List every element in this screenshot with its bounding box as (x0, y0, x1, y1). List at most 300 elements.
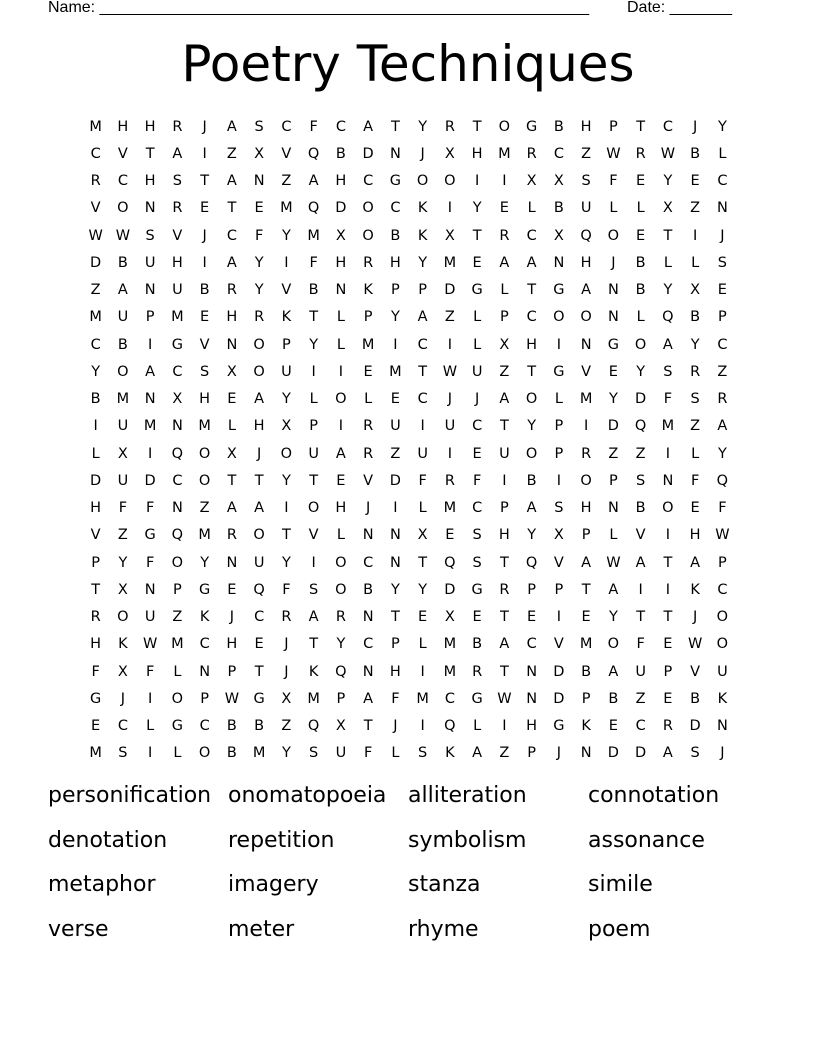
grid-letter: M (171, 636, 184, 653)
grid-letter: T (390, 118, 400, 135)
grid-letter: R (172, 200, 183, 217)
grid-letter: H (90, 636, 102, 653)
grid-row (82, 113, 742, 140)
grid-letter: N (144, 200, 156, 217)
grid-letter: D (635, 391, 647, 408)
grid-row (82, 522, 742, 549)
grid-letter: T (418, 554, 428, 571)
grid-letter: X (553, 227, 564, 244)
grid-letter: R (281, 609, 292, 626)
grid-letter: F (309, 118, 318, 135)
grid-letter: Z (635, 690, 646, 707)
grid-letter: J (720, 745, 725, 762)
grid-letter: C (662, 118, 673, 135)
grid-letter: N (389, 145, 401, 162)
grid-letter: E (663, 690, 673, 707)
grid-letter: I (202, 145, 207, 162)
grid-letter: W (606, 554, 621, 571)
grid-letter: P (554, 445, 564, 462)
letter-grid (82, 113, 742, 767)
grid-letter: N (335, 282, 347, 299)
grid-letter: P (581, 690, 591, 707)
grid-letter: O (171, 690, 184, 707)
grid-letter: Y (636, 363, 646, 380)
grid-letter: I (556, 336, 562, 353)
grid-letter: E (472, 254, 482, 271)
grid-letter: K (717, 690, 728, 707)
grid-letter: D (90, 254, 102, 271)
grid-letter: E (254, 200, 264, 217)
grid-letter: C (472, 500, 483, 517)
grid-letter: H (389, 663, 401, 680)
grid-letter: X (662, 200, 673, 217)
grid-letter: J (256, 445, 262, 462)
grid-letter: C (281, 118, 292, 135)
word-bank-item: repetition (228, 827, 335, 853)
grid-letter: Y (281, 554, 291, 571)
grid-letter: U (281, 363, 292, 380)
grid-letter: S (636, 472, 646, 489)
grid-letter: L (336, 527, 345, 544)
grid-letter: M (198, 418, 211, 435)
grid-letter: B (254, 718, 265, 735)
grid-letter: C (717, 581, 728, 598)
grid-letter: G (607, 336, 619, 353)
name-field-label: Name: _______________________________________________________ (48, 0, 589, 16)
grid-letter: W (606, 145, 621, 162)
grid-letter: N (226, 336, 238, 353)
grid-letter: A (526, 254, 537, 271)
grid-letter: M (579, 391, 593, 408)
grid-letter: O (117, 200, 129, 217)
grid-letter: O (253, 336, 265, 353)
grid-letter: L (391, 745, 400, 762)
grid-letter: I (447, 200, 453, 217)
grid-letter: A (226, 254, 237, 271)
grid-letter: I (420, 418, 425, 435)
grid-letter: J (720, 227, 725, 244)
grid-letter: H (226, 309, 238, 326)
grid-letter: L (609, 200, 618, 217)
grid-letter: Q (171, 527, 184, 544)
grid-letter: Q (335, 663, 347, 680)
grid-letter: Y (281, 472, 291, 489)
grid-letter: S (200, 363, 210, 380)
grid-letter: X (444, 227, 455, 244)
grid-letter: U (635, 663, 646, 680)
grid-letter: I (502, 472, 507, 489)
grid-letter: Y (663, 282, 673, 299)
grid-letter: E (717, 282, 727, 299)
grid-letter: E (608, 363, 618, 380)
grid-letter: I (502, 173, 507, 190)
grid-letter: E (527, 609, 537, 626)
grid-letter: K (417, 227, 428, 244)
grid-letter: W (88, 227, 103, 244)
grid-letter: E (472, 609, 482, 626)
grid-letter: Y (608, 609, 618, 626)
grid-letter: I (692, 227, 698, 244)
grid-letter: L (636, 200, 645, 217)
grid-letter: L (636, 309, 645, 326)
grid-letter: A (172, 145, 183, 162)
grid-letter: D (689, 718, 701, 735)
word-bank-item: symbolism (408, 827, 527, 853)
grid-letter: P (391, 636, 400, 653)
grid-letter: P (145, 309, 155, 326)
grid-letter: J (284, 663, 289, 680)
grid-letter: J (202, 227, 207, 244)
grid-letter: O (580, 472, 592, 489)
grid-letter: O (362, 200, 374, 217)
grid-letter: E (418, 609, 428, 626)
grid-letter: L (173, 745, 182, 762)
grid-letter: F (145, 663, 155, 680)
grid-letter: F (145, 554, 155, 571)
grid-letter: H (526, 718, 538, 735)
grid-letter: A (226, 118, 237, 135)
grid-letter: X (117, 445, 128, 462)
grid-row (82, 168, 742, 195)
grid-letter: P (609, 472, 618, 489)
grid-letter: Q (253, 581, 265, 598)
grid-letter: B (581, 663, 592, 680)
grid-letter: H (498, 527, 510, 544)
grid-letter: I (393, 500, 398, 517)
grid-letter: X (335, 227, 346, 244)
grid-row (82, 631, 742, 658)
grid-letter: B (690, 145, 701, 162)
grid-letter: P (418, 282, 427, 299)
grid-letter: M (307, 227, 320, 244)
grid-letter: N (362, 609, 374, 626)
grid-letter: G (471, 581, 483, 598)
word-bank-item: assonance (588, 827, 705, 853)
grid-letter: T (472, 118, 482, 135)
grid-letter: V (690, 663, 701, 680)
grid-letter: G (553, 282, 565, 299)
grid-letter: E (663, 636, 673, 653)
grid-letter: J (120, 690, 126, 707)
grid-letter: R (444, 118, 455, 135)
grid-letter: O (716, 609, 729, 626)
grid-letter: X (553, 527, 564, 544)
grid-letter: L (691, 445, 700, 462)
grid-letter: X (226, 445, 237, 462)
grid-letter: X (444, 609, 455, 626)
grid-letter: T (390, 609, 400, 626)
grid-letter: J (229, 609, 235, 626)
grid-letter: A (363, 690, 374, 707)
grid-letter: I (147, 445, 153, 462)
grid-letter: W (442, 363, 458, 380)
grid-letter: X (553, 173, 564, 190)
grid-letter: C (363, 636, 374, 653)
grid-letter: Y (527, 418, 537, 435)
grid-letter: S (145, 227, 155, 244)
grid-letter: J (284, 636, 289, 653)
grid-letter: P (500, 500, 509, 517)
grid-letter: X (526, 173, 537, 190)
grid-letter: I (147, 745, 153, 762)
grid-letter: P (363, 309, 373, 326)
grid-letter: F (254, 227, 264, 244)
grid-letter: Y (254, 282, 264, 299)
grid-letter: Q (171, 445, 184, 462)
grid-letter: I (147, 336, 153, 353)
grid-letter: F (309, 254, 318, 271)
grid-letter: Y (309, 336, 319, 353)
grid-letter: I (638, 581, 643, 598)
grid-letter: V (553, 636, 564, 653)
grid-letter: B (690, 309, 701, 326)
grid-letter: X (417, 527, 428, 544)
grid-letter: X (254, 145, 265, 162)
grid-letter: T (499, 418, 509, 435)
grid-letter: V (281, 145, 292, 162)
grid-letter: T (145, 145, 155, 162)
grid-letter: Q (444, 718, 456, 735)
grid-letter: Q (662, 309, 674, 326)
grid-letter: L (554, 391, 563, 408)
grid-letter: Y (717, 118, 727, 135)
grid-letter: B (90, 391, 101, 408)
grid-letter: I (338, 418, 344, 435)
grid-row (82, 549, 742, 576)
grid-letter: Q (444, 554, 456, 571)
grid-letter: A (662, 336, 673, 353)
grid-letter: O (525, 391, 538, 408)
grid-letter: C (553, 145, 564, 162)
word-bank-item: stanza (408, 872, 481, 897)
grid-letter: D (553, 690, 565, 707)
grid-letter: Q (580, 227, 592, 244)
grid-letter: N (553, 254, 565, 271)
grid-letter: J (692, 609, 698, 626)
grid-letter: O (580, 309, 592, 326)
grid-letter: E (608, 718, 618, 735)
grid-row (82, 331, 742, 358)
grid-letter: W (142, 636, 158, 653)
grid-letter: K (281, 309, 292, 326)
grid-letter: P (718, 554, 727, 571)
grid-letter: K (118, 636, 128, 653)
grid-letter: L (309, 391, 318, 408)
grid-letter: S (118, 745, 128, 762)
grid-letter: M (307, 690, 320, 707)
grid-letter: R (90, 609, 101, 626)
grid-letter: T (227, 472, 237, 489)
grid-letter: I (665, 445, 671, 462)
grid-row (82, 277, 742, 304)
grid-letter: Y (527, 527, 537, 544)
grid-letter: N (662, 472, 674, 489)
grid-letter: E (227, 391, 237, 408)
grid-letter: F (636, 636, 645, 653)
grid-letter: N (362, 527, 374, 544)
grid-letter: Z (499, 363, 510, 380)
grid-letter: Z (581, 145, 592, 162)
grid-letter: W (660, 145, 676, 162)
grid-letter: A (581, 282, 592, 299)
grid-letter: Z (281, 173, 292, 190)
grid-letter: C (172, 363, 183, 380)
word-bank-item: metaphor (48, 872, 156, 897)
grid-letter: U (580, 200, 592, 217)
grid-letter: B (308, 282, 319, 299)
grid-letter: L (418, 500, 427, 517)
grid-letter: T (581, 581, 591, 598)
grid-letter: N (580, 745, 592, 762)
grid-row (82, 576, 742, 603)
grid-letter: V (581, 363, 592, 380)
grid-letter: U (172, 282, 183, 299)
grid-letter: A (363, 118, 374, 135)
grid-letter: A (145, 363, 156, 380)
grid-letter: P (554, 581, 564, 598)
grid-letter: P (227, 663, 237, 680)
grid-letter: T (227, 200, 237, 217)
grid-letter: G (171, 718, 183, 735)
grid-letter: S (663, 363, 673, 380)
grid-letter: O (444, 173, 456, 190)
grid-letter: A (226, 500, 237, 517)
grid-letter: C (199, 636, 210, 653)
grid-letter: I (502, 718, 507, 735)
grid-letter: C (172, 472, 183, 489)
grid-letter: F (718, 500, 727, 517)
grid-letter: B (553, 118, 564, 135)
grid-letter: G (553, 363, 565, 380)
grid-letter: U (499, 445, 510, 462)
grid-letter: L (91, 445, 100, 462)
grid-letter: M (416, 690, 429, 707)
grid-letter: V (281, 282, 292, 299)
grid-letter: O (335, 391, 347, 408)
grid-letter: G (253, 690, 265, 707)
grid-letter: C (717, 336, 728, 353)
grid-row (82, 413, 742, 440)
word-bank-item: simile (588, 872, 653, 897)
grid-row (82, 140, 742, 167)
grid-letter: O (662, 500, 674, 517)
grid-letter: J (611, 254, 616, 271)
grid-letter: X (444, 145, 455, 162)
grid-letter: B (226, 718, 237, 735)
grid-letter: Y (281, 745, 291, 762)
grid-letter: C (363, 173, 374, 190)
grid-letter: F (609, 173, 618, 190)
grid-letter: A (499, 391, 510, 408)
grid-letter: N (362, 663, 374, 680)
grid-letter: H (144, 173, 156, 190)
grid-letter: E (636, 227, 646, 244)
grid-letter: M (198, 527, 211, 544)
grid-letter: S (309, 581, 319, 598)
grid-letter: X (117, 663, 128, 680)
grid-letter: H (689, 527, 701, 544)
grid-row (82, 440, 742, 467)
grid-letter: E (581, 609, 591, 626)
grid-letter: T (363, 718, 373, 735)
grid-letter: P (663, 663, 673, 680)
grid-letter: N (716, 200, 728, 217)
grid-letter: S (254, 118, 264, 135)
grid-letter: O (198, 745, 211, 762)
grid-letter: I (665, 527, 671, 544)
grid-letter: T (663, 227, 673, 244)
word-bank-item: poem (588, 916, 651, 942)
grid-letter: P (336, 690, 346, 707)
grid-letter: Y (608, 391, 618, 408)
grid-letter: O (416, 173, 429, 190)
grid-letter: S (554, 500, 564, 517)
grid-letter: C (526, 636, 537, 653)
grid-letter: E (690, 173, 700, 190)
grid-letter: R (363, 254, 374, 271)
grid-letter: R (335, 609, 346, 626)
grid-letter: J (202, 118, 207, 135)
grid-letter: E (200, 200, 210, 217)
grid-letter: Y (418, 118, 428, 135)
grid-letter: H (117, 118, 129, 135)
grid-letter: L (473, 309, 482, 326)
grid-letter: A (499, 254, 510, 271)
grid-letter: P (527, 745, 536, 762)
grid-letter: I (338, 363, 344, 380)
grid-letter: M (443, 663, 457, 680)
grid-letter: W (224, 690, 240, 707)
grid-letter: T (309, 636, 319, 653)
grid-letter: N (199, 663, 211, 680)
grid-letter: U (444, 418, 456, 435)
grid-letter: Z (499, 745, 510, 762)
grid-letter: C (526, 309, 537, 326)
grid-letter: L (227, 418, 236, 435)
grid-letter: A (635, 554, 646, 571)
grid-letter: H (580, 118, 592, 135)
grid-letter: M (252, 745, 266, 762)
grid-letter: Z (635, 445, 646, 462)
grid-letter: C (526, 227, 537, 244)
grid-letter: N (716, 718, 728, 735)
grid-letter: A (608, 581, 619, 598)
grid-letter: P (500, 309, 509, 326)
grid-letter: R (635, 145, 646, 162)
word-bank (48, 778, 768, 956)
grid-letter: H (389, 254, 401, 271)
grid-letter: S (717, 254, 727, 271)
grid-letter: S (581, 173, 591, 190)
grid-letter: U (335, 745, 347, 762)
grid-letter: Q (307, 200, 320, 217)
grid-letter: G (90, 690, 102, 707)
grid-letter: L (473, 336, 482, 353)
grid-letter: F (418, 472, 427, 489)
grid-letter: B (608, 690, 619, 707)
grid-letter: E (200, 309, 210, 326)
grid-letter: U (117, 472, 129, 489)
grid-letter: Z (717, 363, 728, 380)
grid-letter: K (308, 663, 319, 680)
grid-letter: D (553, 663, 565, 680)
grid-letter: I (556, 609, 562, 626)
grid-letter: L (718, 145, 727, 162)
grid-letter: V (199, 336, 210, 353)
grid-letter: C (717, 173, 728, 190)
grid-letter: I (420, 718, 425, 735)
grid-letter: T (499, 663, 509, 680)
